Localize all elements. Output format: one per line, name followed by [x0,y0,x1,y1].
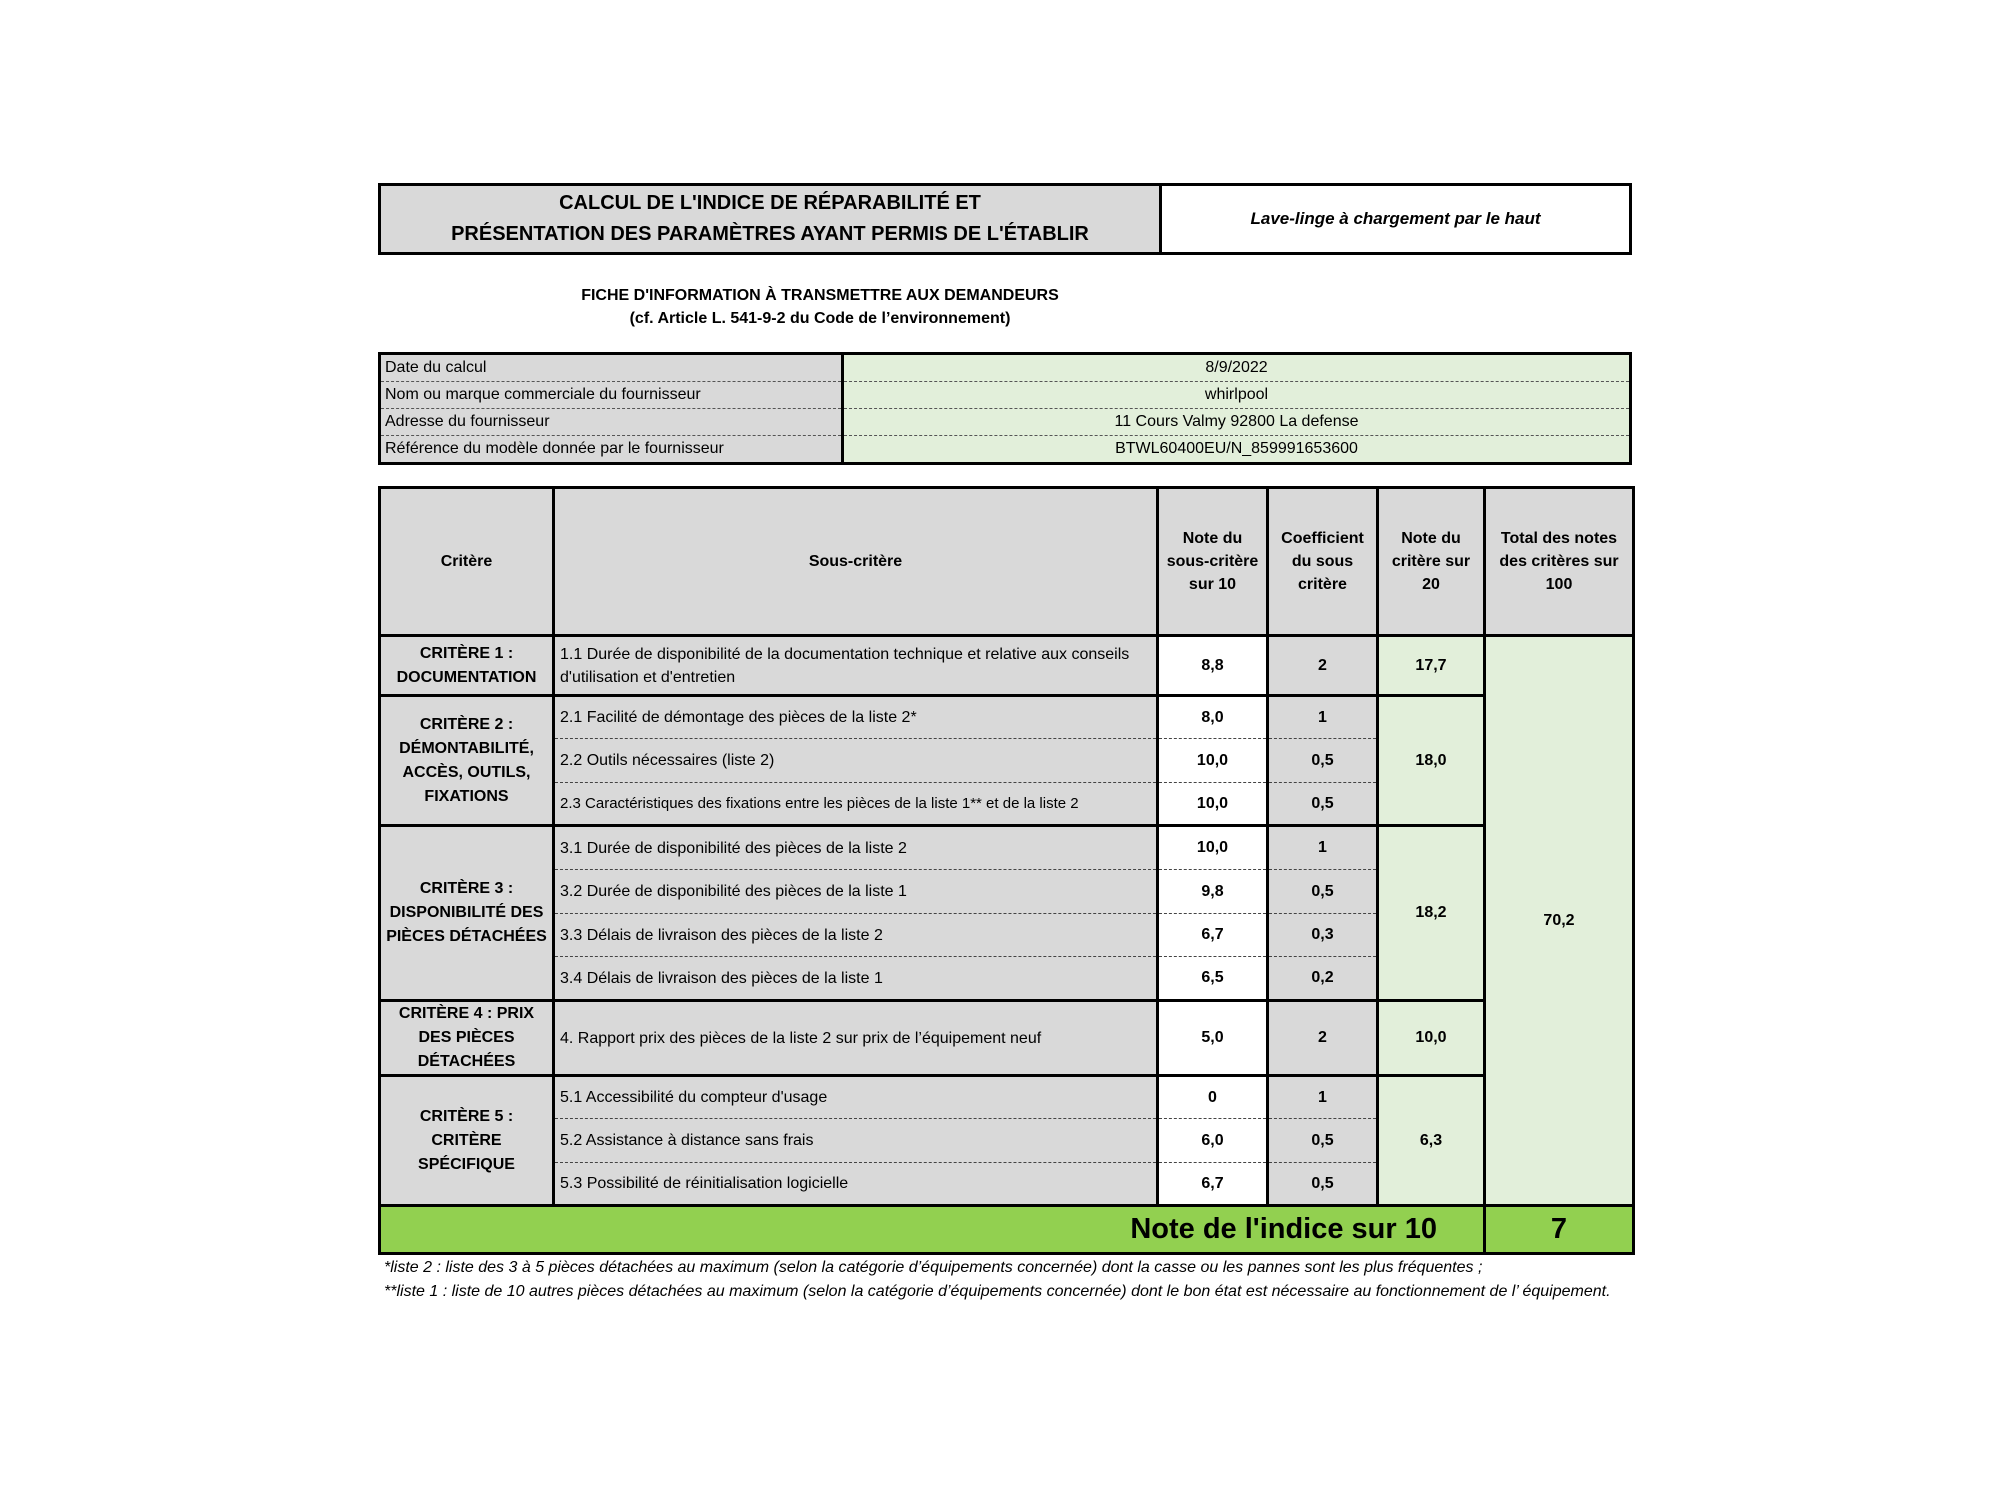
info-row [380,436,1631,464]
info-value: 11 Cours Valmy 92800 La defense [843,409,1631,436]
footnote-liste-2: *liste 2 : liste des 3 à 5 pièces détachées au maximum (selon la catégorie d’équipements concernée) dont la casse ou les pannes sont les plus fréquentes ; [384,1259,1483,1276]
table-header-row [380,488,1634,636]
subcriterion-coef: 0,5 [1268,870,1378,914]
subcriterion-label: 3.4 Délais de livraison des pièces de la liste 1 [554,957,1158,1001]
criterion-name: CRITÈRE 5 : CRITÈRE SPÉCIFIQUE [380,1076,554,1206]
table-row [380,696,1634,739]
info-row [380,409,1631,436]
subcriterion-note: 9,8 [1158,870,1268,914]
col-header-total: Total des notes des critères sur 100 [1485,488,1634,636]
subcriterion-coef: 2 [1268,636,1378,696]
subcriterion-coef: 1 [1268,826,1378,870]
subcriterion-label: 3.2 Durée de disponibilité des pièces de la liste 1 [554,870,1158,914]
final-score-value: 7 [1485,1206,1634,1254]
criterion-score: 18,2 [1378,826,1485,1001]
criterion-score: 18,0 [1378,696,1485,826]
document-header [378,183,1632,255]
subcriterion-coef: 2 [1268,1001,1378,1076]
final-score-label: Note de l'indice sur 10 [380,1206,1485,1254]
subcriterion-note: 5,0 [1158,1001,1268,1076]
subcriterion-label: 2.1 Facilité de démontage des pièces de la liste 2* [554,696,1158,739]
criterion-name: CRITÈRE 4 : PRIX DES PIÈCES DÉTACHÉES [380,1001,554,1076]
info-row [380,382,1631,409]
fiche-line-1: FICHE D'INFORMATION À TRANSMETTRE AUX DEMANDEURS [581,287,1059,304]
document-title [381,186,1162,252]
table-row [380,1076,1634,1119]
info-value: BTWL60400EU/N_859991653600 [843,436,1631,464]
col-header-note-sous-critere: Note du sous-critère sur 10 [1158,488,1268,636]
info-value: 8/9/2022 [843,354,1631,382]
supplier-info-table [378,352,1632,465]
fiche-heading [520,284,1120,330]
subcriterion-note: 8,8 [1158,636,1268,696]
info-row [380,354,1631,382]
subcriterion-coef: 1 [1268,696,1378,739]
info-label: Référence du modèle donnée par le fournisseur [380,436,843,464]
footnotes [384,1256,1644,1304]
subcriterion-coef: 0,5 [1268,1163,1378,1206]
footnote-liste-1: **liste 1 : liste de 10 autres pièces détachées au maximum (selon la catégorie d’équipements concernée) dont le bon état est nécessaire au fonctionnement de l’ équipement. [384,1283,1611,1300]
info-value: whirlpool [843,382,1631,409]
subcriterion-label: 4. Rapport prix des pièces de la liste 2 sur prix de l’équipement neuf [554,1001,1158,1076]
fiche-line-2: (cf. Article L. 541-9-2 du Code de l’environnement) [629,310,1011,327]
subcriterion-label: 2.2 Outils nécessaires (liste 2) [554,739,1158,783]
subcriterion-label: 3.1 Durée de disponibilité des pièces de la liste 2 [554,826,1158,870]
criterion-score: 10,0 [1378,1001,1485,1076]
subcriterion-coef: 0,2 [1268,957,1378,1001]
subcriterion-label: 5.2 Assistance à distance sans frais [554,1119,1158,1163]
subcriterion-label: 5.1 Accessibilité du compteur d'usage [554,1076,1158,1119]
criterion-name: CRITÈRE 2 : DÉMONTABILITÉ, ACCÈS, OUTILS, FIXATIONS [380,696,554,826]
col-header-sous-critere: Sous-critère [554,488,1158,636]
criterion-name: CRITÈRE 3 : DISPONIBILITÉ DES PIÈCES DÉTACHÉES [380,826,554,1001]
subcriterion-note: 6,7 [1158,914,1268,957]
subcriterion-note: 10,0 [1158,739,1268,783]
table-row [380,826,1634,870]
subcriterion-coef: 1 [1268,1076,1378,1119]
subcriterion-label: 3.3 Délais de livraison des pièces de la liste 2 [554,914,1158,957]
table-row [380,636,1634,696]
table-row [380,1001,1634,1076]
repairability-table [378,486,1635,1255]
subcriterion-coef: 0,3 [1268,914,1378,957]
col-header-critere: Critère [380,488,554,636]
subcriterion-label: 2.3 Caractéristiques des fixations entre les pièces de la liste 1** et de la liste 2 [554,783,1158,826]
total-score: 70,2 [1485,636,1634,1206]
subcriterion-label: 5.3 Possibilité de réinitialisation logicielle [554,1163,1158,1206]
subcriterion-note: 8,0 [1158,696,1268,739]
subcriterion-note: 6,0 [1158,1119,1268,1163]
info-label: Adresse du fournisseur [380,409,843,436]
subcriterion-coef: 0,5 [1268,739,1378,783]
info-label: Nom ou marque commerciale du fournisseur [380,382,843,409]
criterion-score: 6,3 [1378,1076,1485,1206]
subcriterion-note: 0 [1158,1076,1268,1119]
title-line-1: CALCUL DE L'INDICE DE RÉPARABILITÉ ET [559,192,981,214]
subcriterion-coef: 0,5 [1268,1119,1378,1163]
product-category: Lave-linge à chargement par le haut [1250,209,1541,228]
final-score-row [380,1206,1634,1254]
col-header-note-critere: Note du critère sur 20 [1378,488,1485,636]
subcriterion-label: 1.1 Durée de disponibilité de la documentation technique et relative aux conseils d'utilisation et d'entretien [554,636,1158,696]
col-header-coefficient: Coefficient du sous critère [1268,488,1378,636]
title-line-2: PRÉSENTATION DES PARAMÈTRES AYANT PERMIS DE L'ÉTABLIR [451,223,1089,245]
criterion-score: 17,7 [1378,636,1485,696]
subcriterion-coef: 0,5 [1268,783,1378,826]
criterion-name: CRITÈRE 1 : DOCUMENTATION [380,636,554,696]
subcriterion-note: 10,0 [1158,783,1268,826]
info-label: Date du calcul [380,354,843,382]
subcriterion-note: 6,7 [1158,1163,1268,1206]
subcriterion-note: 6,5 [1158,957,1268,1001]
subcriterion-note: 10,0 [1158,826,1268,870]
